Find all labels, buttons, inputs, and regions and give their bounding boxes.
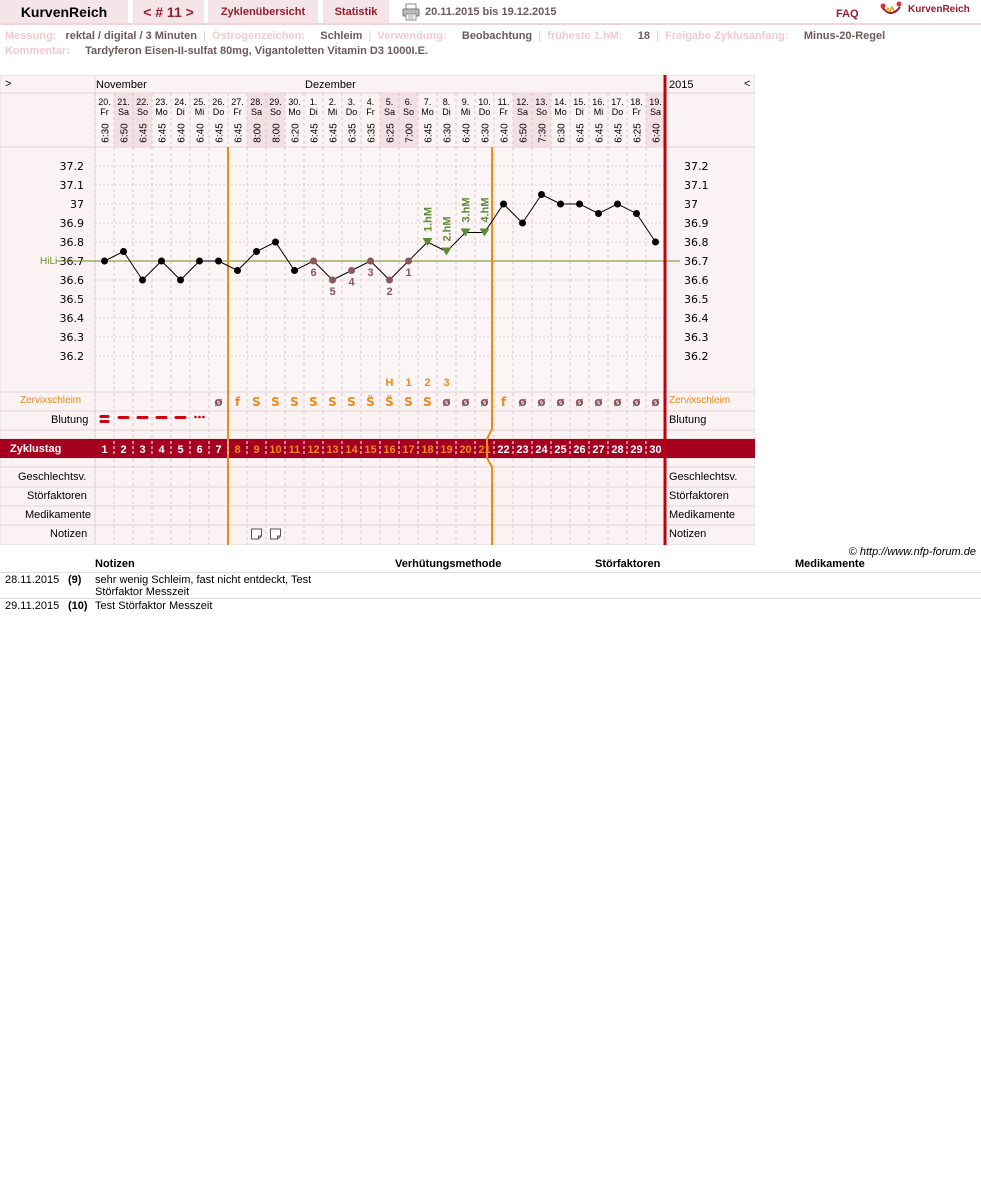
cycle-day-number: 6	[196, 444, 203, 456]
y-tick-left: 37	[70, 198, 84, 211]
weekday-label: Di	[309, 107, 318, 117]
count-label: 3	[367, 267, 374, 279]
temperature-point	[557, 201, 564, 208]
nav-prev-arrow[interactable]: >	[5, 78, 12, 90]
spotting-dot	[198, 416, 201, 419]
cycle-day-number: 3	[139, 444, 146, 456]
y-tick-right: 36.8	[684, 236, 709, 249]
zervix-symbol: ø	[214, 395, 223, 409]
time-label: 6:45	[328, 123, 340, 143]
cycle-chart	[0, 75, 755, 545]
row-day: (9)	[68, 574, 82, 586]
temperature-point	[538, 191, 545, 198]
row-label-blutung-right: Blutung	[669, 414, 707, 426]
y-tick-right: 36.5	[684, 293, 709, 306]
cycle-day-number: 15	[364, 444, 377, 456]
row-note-line2: Störfaktor Messzeit	[95, 586, 190, 598]
weekday-label: Di	[575, 107, 584, 117]
date-label: 25.	[193, 97, 206, 107]
row-label-stoer-right: Störfaktoren	[669, 490, 729, 502]
temperature-point	[139, 277, 146, 284]
year-label: 2015	[669, 79, 694, 91]
zervix-symbol: ø	[537, 395, 546, 409]
temperature-point	[101, 258, 108, 265]
time-label: 6:40	[651, 123, 663, 143]
table-row	[0, 574, 981, 598]
count-label: 6	[310, 267, 317, 279]
notes-header-medi: Medikamente	[795, 558, 865, 570]
date-label: 23.	[155, 97, 168, 107]
row-date: 28.11.2015	[5, 574, 60, 586]
date-label: 13.	[535, 97, 548, 107]
freigabe-value: Minus-20-Regel	[803, 30, 886, 42]
weekday-label: Di	[442, 107, 451, 117]
temperature-point	[367, 258, 374, 265]
row-label-zyklustag: Zyklustag	[10, 443, 62, 455]
cycle-day-number: 30	[649, 444, 662, 456]
zervix-symbol: S	[290, 395, 299, 409]
weekday-label: Sa	[516, 107, 529, 117]
date-label: 16.	[592, 97, 605, 107]
date-label: 26.	[212, 97, 225, 107]
cycle-day-number: 5	[177, 444, 184, 456]
cycle-day-number: 24	[535, 444, 548, 456]
y-tick-right: 37.2	[684, 160, 709, 173]
weekday-label: Fr	[100, 107, 109, 117]
weekday-label: Sa	[649, 107, 662, 117]
date-label: 17.	[611, 97, 624, 107]
time-label: 6:45	[423, 123, 435, 143]
weekday-label: Mo	[155, 107, 168, 117]
y-tick-left: 36.3	[59, 331, 84, 344]
time-label: 6:30	[480, 123, 492, 143]
messung-value: rektal / digital / 3 Minuten	[65, 30, 197, 42]
time-label: 6:30	[556, 123, 568, 143]
cycle-day-number: 8	[234, 444, 241, 456]
hili-label: HiLi	[40, 256, 58, 267]
zervix-symbol: S	[347, 395, 356, 409]
y-tick-left: 37.1	[59, 179, 84, 192]
note-icon	[271, 529, 281, 539]
date-label: 10.	[478, 97, 491, 107]
count-label: 4	[348, 276, 355, 289]
y-tick-right: 37	[684, 198, 698, 211]
cycle-day-number: 2	[120, 444, 127, 456]
verwendung-label: Verwendung:	[377, 30, 447, 42]
count-label: 2	[386, 286, 393, 298]
hm-label: 3.hM	[460, 197, 473, 223]
date-label: 7.	[423, 97, 432, 107]
cycle-day-number: 16	[383, 444, 396, 456]
oestrogen-value: Schleim	[320, 30, 363, 42]
weekday-label: Fr	[233, 107, 242, 117]
logo-icon	[880, 1, 902, 22]
y-tick-right: 36.3	[684, 331, 709, 344]
notes-header-verhuetung: Verhütungsmethode	[395, 558, 502, 570]
row-label-medi-right: Medikamente	[669, 509, 736, 521]
row-label-stoer: Störfaktoren	[27, 490, 87, 502]
cycle-day-number: 25	[554, 444, 567, 456]
weekday-label: Do	[212, 107, 225, 117]
tab-cycle-overview[interactable]: Zyklenübersicht	[208, 0, 318, 23]
top-divider	[0, 23, 981, 25]
cycle-day-number: 14	[345, 444, 358, 456]
cycle-day-number: 17	[402, 444, 415, 456]
bleeding-mark	[100, 420, 110, 423]
y-tick-right: 36.4	[684, 312, 709, 325]
cycle-day-number: 21	[478, 444, 491, 456]
date-label: 22.	[136, 97, 149, 107]
temperature-point	[405, 258, 412, 265]
cycle-day-number: 28	[611, 444, 624, 456]
row-label-notizen-right: Notizen	[669, 528, 707, 540]
weekday-label: Do	[345, 107, 358, 117]
date-label: 19.	[649, 97, 662, 107]
weekday-label: Mo	[421, 107, 434, 117]
copyright: © http://www.nfp-forum.de	[848, 546, 976, 558]
zervix-symbol: S	[423, 395, 432, 409]
y-tick-left: 37.2	[59, 160, 84, 173]
weekday-label: Mo	[554, 107, 567, 117]
cycle-day-number: 13	[326, 444, 339, 456]
row-label-notizen: Notizen	[50, 528, 88, 540]
date-label: 3.	[347, 97, 356, 107]
temperature-point	[329, 277, 336, 284]
temperature-point	[253, 248, 260, 255]
zervix-symbol: ø	[480, 395, 489, 409]
row-label-zervix-right: Zervixschleim	[669, 395, 731, 406]
hm-value: 18	[637, 30, 650, 42]
temperature-point	[595, 210, 602, 217]
time-label: 6:20	[290, 123, 302, 143]
comment-info	[5, 45, 428, 57]
zervix-symbol: S	[271, 395, 280, 409]
time-label: 6:40	[461, 123, 473, 143]
bleeding-mark	[118, 416, 130, 419]
temperature-point	[215, 258, 222, 265]
cycle-day-number: 10	[269, 444, 282, 456]
row-label-medi: Medikamente	[25, 509, 92, 521]
kommentar-value: Tardyferon Eisen-II-sulfat 80mg, Vigantoletten Vitamin D3 1000I.E.	[85, 45, 429, 57]
time-label: 6:45	[613, 123, 625, 143]
count-label: 1	[405, 267, 412, 279]
cycle-day-number: 27	[592, 444, 605, 456]
y-tick-right: 36.2	[684, 350, 709, 363]
zervix-symbol: S̈	[366, 395, 375, 409]
time-label: 8:00	[252, 123, 264, 143]
y-tick-left: 36.2	[59, 350, 84, 363]
hm-label: früheste 1.hM:	[547, 30, 623, 42]
time-label: 7:30	[537, 123, 549, 143]
temperature-point	[120, 248, 127, 255]
cycle-day-number: 4	[158, 444, 165, 456]
peak-label: 3	[443, 377, 450, 389]
temperature-point	[386, 277, 393, 284]
date-label: 6.	[404, 97, 413, 107]
y-tick-right: 36.9	[684, 217, 709, 230]
zervix-symbol: S	[252, 395, 261, 409]
cycle-day-number: 11	[288, 444, 301, 456]
cycle-day-number: 20	[459, 444, 472, 456]
cycle-day-number: 9	[253, 444, 260, 456]
y-tick-left: 36.5	[59, 293, 84, 306]
time-label: 6:40	[195, 123, 207, 143]
cycle-navigator[interactable]: < # 11 >	[133, 0, 204, 23]
weekday-label: Fr	[632, 107, 641, 117]
weekday-label: Sa	[250, 107, 263, 117]
time-label: 6:45	[214, 123, 226, 143]
cycle-day-number: 19	[440, 444, 453, 456]
zervix-symbol: ø	[594, 395, 603, 409]
cycle-day-number: 7	[215, 444, 222, 456]
y-tick-right: 37.1	[684, 179, 709, 192]
notes-divider	[0, 572, 981, 573]
month-dezember: Dezember	[305, 79, 356, 91]
zervix-symbol: S	[328, 395, 337, 409]
bleeding-mark	[156, 416, 168, 419]
time-label: 6:45	[157, 123, 169, 143]
date-label: 30.	[288, 97, 301, 107]
weekday-label: Fr	[499, 107, 508, 117]
zervix-symbol: ø	[461, 395, 470, 409]
temperature-point	[576, 201, 583, 208]
time-label: 6:25	[385, 123, 397, 143]
temperature-point	[652, 239, 659, 246]
table-row	[0, 600, 981, 614]
weekday-label: Sa	[383, 107, 396, 117]
temperature-point	[158, 258, 165, 265]
date-label: 24.	[174, 97, 187, 107]
oestrogen-label: Östrogenzeichen:	[212, 30, 305, 42]
cycle-day-number: 29	[630, 444, 643, 456]
y-tick-left: 36.4	[59, 312, 84, 325]
date-label: 20.	[98, 97, 111, 107]
date-label: 11.	[497, 97, 510, 107]
row-note-line1: sehr wenig Schleim, fast nicht entdeckt, Test	[95, 574, 312, 586]
date-label: 12.	[516, 97, 529, 107]
time-label: 6:35	[347, 123, 359, 143]
row-day: (10)	[68, 600, 88, 612]
zervix-symbol: S	[404, 395, 413, 409]
weekday-label: Mi	[460, 107, 471, 117]
temperature-point	[234, 267, 241, 274]
date-label: 29.	[269, 97, 282, 107]
weekday-label: Mi	[327, 107, 338, 117]
time-label: 6:30	[100, 123, 112, 143]
time-label: 8:00	[271, 123, 283, 143]
date-label: 8.	[442, 97, 451, 107]
weekday-label: Di	[176, 107, 185, 117]
zervix-symbol: ø	[613, 395, 622, 409]
temperature-point	[272, 239, 279, 246]
weekday-label: Fr	[366, 107, 375, 117]
zervix-symbol: f	[500, 395, 507, 409]
weekday-label: So	[402, 107, 415, 117]
date-range: 20.11.2015 bis 19.12.2015	[425, 6, 557, 18]
time-label: 6:35	[366, 123, 378, 143]
peak-label: H	[385, 377, 394, 389]
weekday-label: Mo	[288, 107, 301, 117]
y-tick-right: 36.6	[684, 274, 709, 287]
zervix-symbol: S̈	[385, 395, 394, 409]
temperature-point	[519, 220, 526, 227]
row-label-geschlecht: Geschlechtsv.	[18, 471, 87, 483]
notes-header-stoer: Störfaktoren	[595, 558, 661, 570]
temperature-point	[196, 258, 203, 265]
verwendung-value: Beobachtung	[461, 30, 533, 42]
bleeding-mark	[137, 416, 149, 419]
month-november: November	[96, 79, 147, 91]
zervix-symbol: ø	[556, 395, 565, 409]
time-label: 6:25	[632, 123, 644, 143]
tab-statistics[interactable]: Statistik	[323, 0, 389, 23]
date-label: 27.	[231, 97, 244, 107]
time-label: 6:45	[575, 123, 587, 143]
weekday-label: Mi	[194, 107, 205, 117]
date-label: 5.	[385, 97, 394, 107]
temperature-point	[310, 258, 317, 265]
bleeding-mark	[175, 416, 187, 419]
date-label: 9.	[461, 97, 470, 107]
peak-label: 1	[405, 377, 412, 389]
freigabe-label: Freigabe Zyklusanfang:	[665, 30, 789, 42]
chart-canvas	[0, 75, 755, 545]
time-label: 7:00	[404, 123, 416, 143]
y-tick-left: 36.7	[59, 255, 84, 268]
cycle-day-number: 22	[497, 444, 510, 456]
row-label-zervix: Zervixschleim	[20, 395, 82, 406]
zervix-symbol: ø	[632, 395, 641, 409]
time-label: 6:45	[138, 123, 150, 143]
zervix-symbol: ø	[518, 395, 527, 409]
kommentar-label: Kommentar:	[5, 45, 70, 57]
weekday-label: So	[535, 107, 548, 117]
temperature-point	[177, 277, 184, 284]
spotting-dot	[194, 416, 197, 419]
bleeding-mark	[100, 415, 110, 418]
weekday-label: Do	[478, 107, 491, 117]
weekday-label: So	[269, 107, 282, 117]
row-divider	[0, 598, 981, 599]
time-label: 6:45	[309, 123, 321, 143]
note-icon	[252, 529, 262, 539]
hm-label: 4.hM	[479, 197, 492, 223]
measurement-info: Messung: rektal / digital / 3 Minuten | Östrogenzeichen: Schleim | Verwendung: Beobachtung | früheste 1.hM: 18 | Freigabe Zyklusanfang: Minus-20-Regel	[5, 30, 886, 42]
temperature-point	[291, 267, 298, 274]
weekday-label: Do	[611, 107, 624, 117]
temperature-point	[633, 210, 640, 217]
time-label: 6:45	[233, 123, 245, 143]
printer-icon[interactable]	[402, 3, 420, 24]
temperature-point	[348, 267, 355, 274]
zervix-symbol: ø	[575, 395, 584, 409]
brand-title: KurvenReich	[0, 0, 128, 23]
cycle-day-number: 18	[421, 444, 434, 456]
peak-label: 2	[424, 377, 431, 389]
y-tick-right: 36.7	[684, 255, 709, 268]
cycle-day-number: 12	[307, 444, 320, 456]
time-label: 6:50	[518, 123, 530, 143]
date-label: 18.	[630, 97, 643, 107]
notes-header-notizen: Notizen	[95, 558, 135, 570]
temperature-point	[500, 201, 507, 208]
y-tick-left: 36.9	[59, 217, 84, 230]
date-label: 1.	[309, 97, 318, 107]
spotting-dot	[202, 416, 205, 419]
date-label: 14.	[554, 97, 567, 107]
weekday-label: Mi	[593, 107, 604, 117]
faq-link[interactable]: FAQ	[836, 8, 859, 20]
time-label: 6:30	[442, 123, 454, 143]
date-label: 4.	[366, 97, 375, 107]
date-label: 28.	[250, 97, 263, 107]
zervix-symbol: ø	[442, 395, 451, 409]
messung-label: Messung:	[5, 30, 57, 42]
date-label: 2.	[328, 97, 337, 107]
time-label: 6:40	[499, 123, 511, 143]
zervix-symbol: ø	[651, 395, 660, 409]
time-label: 6:50	[119, 123, 131, 143]
time-label: 6:40	[176, 123, 188, 143]
zervix-symbol: S	[309, 395, 318, 409]
row-label-geschlecht-right: Geschlechtsv.	[669, 471, 738, 483]
temperature-point	[614, 201, 621, 208]
y-tick-left: 36.6	[59, 274, 84, 287]
count-label: 5	[329, 286, 336, 298]
row-date: 29.11.2015	[5, 600, 60, 612]
cycle-day-number: 23	[516, 444, 529, 456]
date-label: 21.	[117, 97, 130, 107]
time-label: 6:45	[594, 123, 606, 143]
cycle-day-number: 26	[573, 444, 586, 456]
weekday-label: So	[136, 107, 149, 117]
cycle-day-number: 1	[101, 444, 108, 456]
hm-label: 2.hM	[441, 216, 454, 242]
nav-next-arrow[interactable]: <	[744, 78, 751, 90]
hm-label: 1.hM	[422, 206, 435, 232]
row-label-blutung: Blutung	[51, 414, 89, 426]
date-label: 15.	[573, 97, 586, 107]
row-note-line1: Test Störfaktor Messzeit	[95, 600, 213, 612]
y-tick-left: 36.8	[59, 236, 84, 249]
logo-text: KurvenReich	[908, 4, 970, 15]
zervix-symbol: f	[234, 395, 241, 409]
weekday-label: Sa	[117, 107, 130, 117]
